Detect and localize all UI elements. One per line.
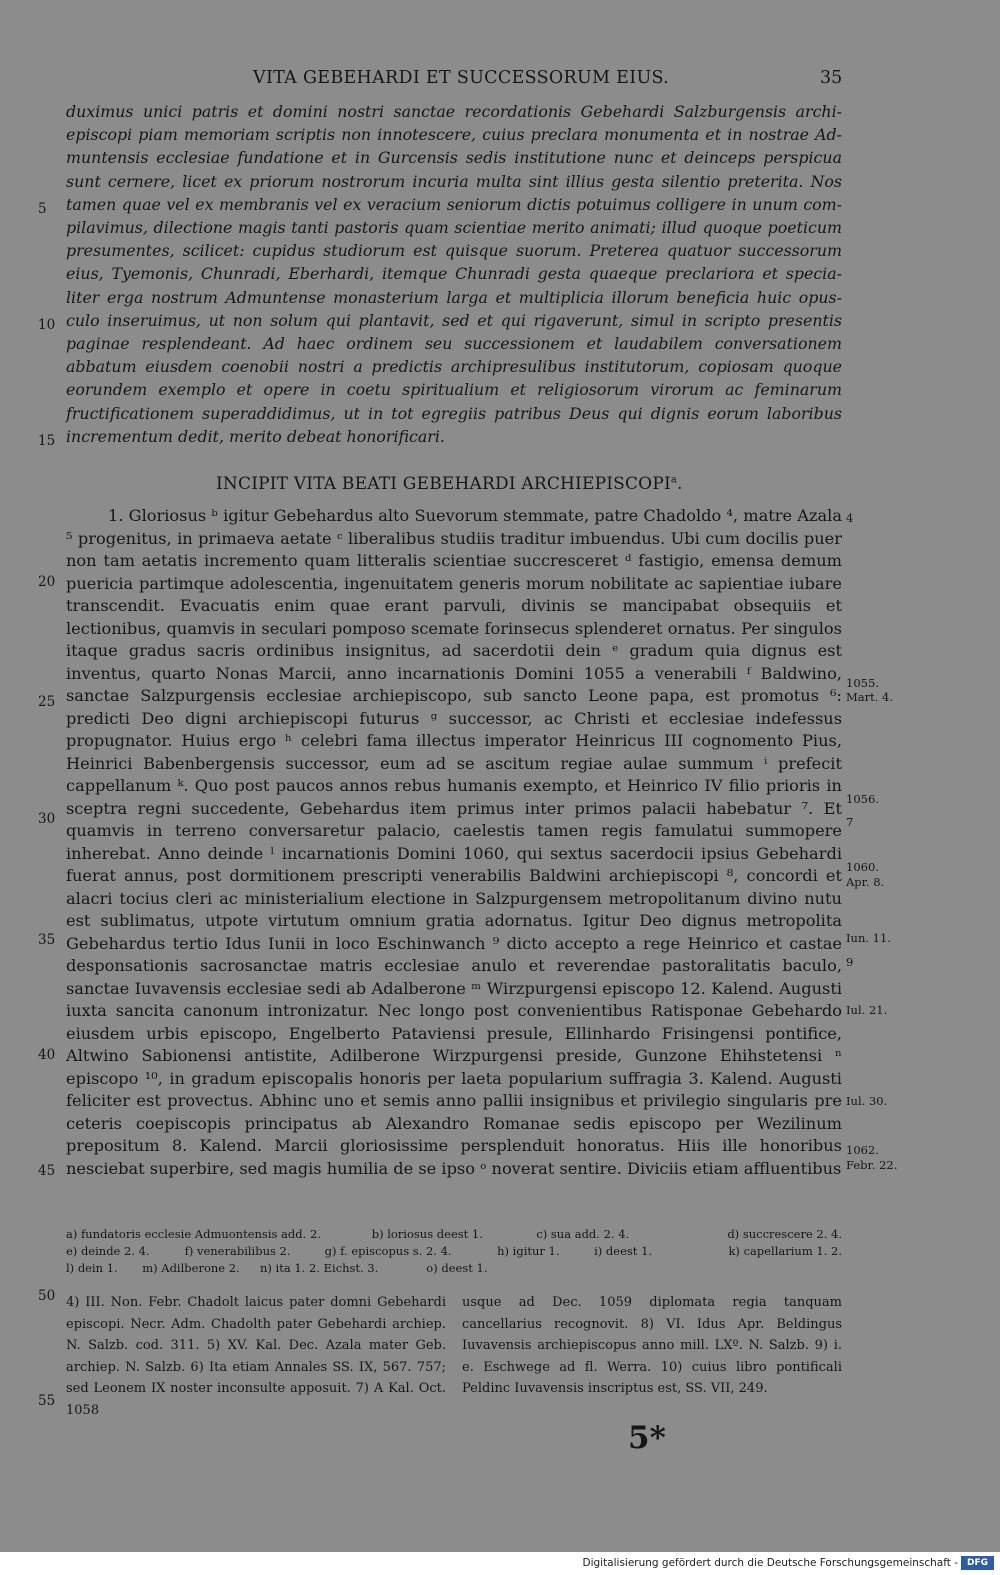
- intro-line: superaddidimus, ut in tot egregiis patribus Deus qui dignis eorum laboribus incrementum dedit,: [66, 403, 842, 446]
- line-number: 35: [38, 932, 56, 948]
- margin-note: Apr. 8.: [846, 875, 885, 889]
- critical-apparatus: [66, 1226, 842, 1277]
- intro-line: muntensis ecclesiae fundatione et in Gurcensis sedis institutione nunc et deinceps perspicua sunt: [66, 148, 842, 191]
- intro-line: culo inseruimus, ut non solum qui plantavit, sed et qui rigaverunt, simul in scripto presentis: [66, 310, 842, 330]
- apparatus-entry: c) sua add. 2. 4.: [536, 1227, 630, 1241]
- apparatus-entry: f) venerabilibus 2.: [184, 1244, 291, 1258]
- margin-note: Iun. 11.: [846, 931, 891, 945]
- intro-line: cernere, licet ex priorum nostrorum incuria multa sint illius gesta silentio preterita. Nos: [107, 171, 842, 191]
- intro-line: merito debeat honorificari.: [229, 426, 445, 446]
- running-header: [0, 68, 1000, 90]
- page-number: 35: [820, 68, 843, 88]
- margin-note: 1062.: [846, 1143, 879, 1157]
- intro-line: duximus unici patris et domini nostri sanctae recordationis Gebehardi Salzburgensis archi-: [66, 102, 842, 121]
- apparatus-entry: e) deinde 2. 4.: [66, 1244, 150, 1258]
- margin-note: 9: [846, 955, 854, 969]
- intro-line: liter erga nostrum Admuntense monasterium larga et multiplicia illorum beneficia huic opus-: [66, 287, 842, 307]
- main-text: [66, 505, 842, 1180]
- margin-note: 1055.: [846, 676, 879, 690]
- apparatus-entry: m) Adilberone 2.: [142, 1261, 240, 1275]
- line-number: 30: [38, 811, 56, 827]
- apparatus-entry: o) deest 1.: [426, 1261, 488, 1275]
- footnotes-left-column: 4) III. Non. Febr. Chadolt laicus pater domni Gebehardi episcopi. Necr. Adm. Chadolth pater Gebehardi archiep. N. Salzb. cod. 311. 5) XV. Kal. Dec. Azala mater Geb. archiep. N. Salzb. 6) Ita etiam Annales SS. IX, 567. 757; sed Leonem IX noster inconsulte apposuit. 7) A Kal. Oct. 1058: [66, 1295, 446, 1418]
- section-title-text: INCIPIT VITA BEATI GEBEHARDI ARCHIEPISCOPI: [216, 474, 671, 494]
- intro-line: paginae resplendeant. Ad haec ordinem seu successionem et laudabilem conversationem abbatum: [66, 334, 842, 377]
- margin-note: 7: [846, 815, 854, 829]
- dfg-logo: DFG: [961, 1556, 994, 1570]
- apparatus-entry: l) dein 1.: [66, 1261, 118, 1275]
- apparatus-entry: a) fundatoris ecclesie Admuontensis add. 2.: [66, 1227, 321, 1241]
- line-number: 10: [38, 317, 56, 333]
- main-paragraph: 1. Gloriosus ᵇ igitur Gebehardus alto Suevorum stemmate, patre Chadoldo ⁴, matre Azala ⁵ progenitus, in primaeva aetate ᶜ liberalibus studiis traditur imbuendus. Ubi cum docilis puer non tam aetatis incremento quam litteralis scientiae succresceret ᵈ fastigio, emensa demum puericia partimque adolescentia, ingenuitatem generis morum nobilitate ac sapientiae iubare transcendit. Evacuatis enim quae erant parvuli, divinis se mancipabat obsequiis et lectionibus, quamvis in seculari pomposo scemate forinsecus splenderet ornatus. Per singulos itaque gradus sacris ordinibus insignitus, ad sacerdotii dein ᵉ gradum quia dignus est inventus, quarto Nonas Marcii, anno incarnationis Domini 1055 a venerabili ᶠ Baldwino, sanctae Salzpurgensis ecclesiae archiepiscopo, sub sancto Leone papa, est promotus ⁶: predicti Deo digni archiepiscopi futurus ᵍ successor, ac Christi et ecclesiae indefessus propugnator. Huius ergo ʰ celebri fama illectus imperator Heinricus III cognomento Pius, Heinrici Babenbergensis successor, eum ad se ascitum regiae aulae summum ⁱ prefecit cappellanum ᵏ. Quo post paucos annos rebus humanis exempto, et Heinrico IV filio prioris in sceptra regni succedente, Gebehardus item primus inter primos palacii habebatur ⁷. Et quamvis in terreno conversaretur palacio, caelestis tamen regis famulatui summopere inherebat. Anno deinde ˡ incarnationis Domini 1060, qui sextus sacerdocii ipsius Gebehardi fuerat annus, post dormitionem prescripti venerabilis Baldwini archiepiscopi ⁸, concordi et alacri tocius cleri ac ministerialium electione in Salzpurgensem metropolitanum divino nutu est sublimatus, utpote virtutum omnium gratia adornatus. Igitur Deo dignus metropolita Gebehardus tertio Idus Iunii in loco Eschinwanch ⁹ dicto accepto a rege Heinrico et castae desponsationis sacrosanctae matris ecclesiae anulo et reverendae pastoralitatis baculo, sanctae Iuvavensis ecclesiae sedi ab Adalberone ᵐ Wirzpurgensi episcopo 12. Kalend. Augusti iuxta sancita canonum intronizatur. Nec longo post convenientibus Ratisponae Gebehardo eiusdem urbis episcopo, Engelberto Pataviensi presule, Ellinhardo Frisingensi pontifice, Altwino Sabionensi antistite, Adilberone Wirzpurgensi preside, Gunzone Ehihstetensi ⁿ episcopo ¹⁰, in gradum episcopalis honoris per laeta popularium suffragia 3. Kalend. Augusti feliciter est provectus. Abhinc uno et semis anno pallii insignibus et privilegio singularis pre ceteris coepiscopis principatus ab Alexandro Romanae sedis episcopo per Wezilinum prepositum 8. Kalend. Marcii gloriosissime persplenduit honoratus. Hiis ille honoribus nesciebat superbire, sed magis humilia de se ipso ᵒ noverat sentire. Diviciis etiam affluentibus: [66, 506, 842, 1178]
- line-number: 5: [38, 201, 47, 217]
- line-number: 55: [38, 1393, 56, 1409]
- running-title: VITA GEBEHARDI ET SUCCESSORUM EIUS.: [253, 68, 670, 88]
- intro-paragraph: [66, 100, 842, 448]
- digitization-footer: [0, 1552, 1000, 1575]
- funding-credit: Digitalisierung gefördert durch die Deutsche Forschungsgemeinschaft -: [582, 1557, 958, 1569]
- line-number: 20: [38, 574, 56, 590]
- apparatus-entry: n) ita 1. 2. Eichst. 3.: [260, 1261, 379, 1275]
- section-title: INCIPIT VITA BEATI GEBEHARDI ARCHIEPISCOPI$^a$.: [216, 474, 683, 494]
- intro-line: exemplo et opere in coetu spiritualium et religiosorum virorum ac feminarum fructificationem: [66, 380, 842, 423]
- intro-line: eiusdem coenobii nostri a predictis archipresulibus institutorum, copiosam quoque eorundem: [66, 357, 842, 400]
- intro-line: episcopi piam memoriam scriptis non innotescere, cuius preclara monumenta et in nostrae Ad-: [66, 125, 842, 145]
- footnotes-right-column: usque ad Dec. 1059 diplomata regia tanquam cancellarius recognovit. 8) VI. Idus Apr. Beldingus Iuvavensis archiepiscopus anno mill. LXº. N. Salzb. 9) i. e. Eschwege ad fl. Werra. 10) cuius libro pontificali Peldinc Iuvavensis inscriptus est, SS. VII, 249.: [462, 1295, 842, 1396]
- intro-line: pilavimus, dilectione magis tanti pastoris quam scientiae merito animati; illud quoque poeticum: [66, 218, 842, 238]
- line-number: 25: [38, 694, 56, 710]
- intro-text: [66, 100, 842, 448]
- line-number: 40: [38, 1047, 56, 1063]
- margin-note: Iul. 30.: [846, 1094, 888, 1108]
- apparatus-row: [66, 1226, 842, 1243]
- signature-mark: 5*: [628, 1420, 666, 1456]
- line-number: 50: [38, 1288, 56, 1304]
- margin-note: 1060.: [846, 860, 879, 874]
- apparatus-row: [66, 1260, 842, 1277]
- apparatus-entry: g) f. episcopus s. 2. 4.: [324, 1244, 452, 1258]
- line-number: 15: [38, 433, 56, 449]
- apparatus-entry: k) capellarium 1. 2.: [728, 1244, 842, 1258]
- margin-note: Mart. 4.: [846, 690, 894, 704]
- line-number: 45: [38, 1163, 56, 1179]
- intro-line: eius, Tyemonis, Chunradi, Eberhardi, itemque Chunradi gesta quaeque preclariora et specia-: [66, 264, 842, 284]
- section-title-note-mark: a: [670, 474, 678, 486]
- apparatus-entry: b) loriosus deest 1.: [371, 1227, 483, 1241]
- apparatus-entry: d) succrescere 2. 4.: [727, 1227, 843, 1241]
- intro-line: presumentes, scilicet: cupidus studiorum est quisque suorum. Preterea quatuor successorum: [66, 241, 842, 261]
- intro-line: tamen quae vel ex membranis vel ex veracium seniorum dictis potuimus colligere in unum com-: [66, 194, 842, 214]
- apparatus-entry: i) deest 1.: [594, 1244, 653, 1258]
- margin-note: 1056.: [846, 792, 879, 806]
- apparatus-row: [66, 1243, 842, 1260]
- margin-note: 4: [846, 511, 854, 525]
- margin-note: Iul. 21.: [846, 1003, 888, 1017]
- apparatus-entry: h) igitur 1.: [497, 1244, 560, 1258]
- margin-note: Febr. 22.: [846, 1158, 898, 1172]
